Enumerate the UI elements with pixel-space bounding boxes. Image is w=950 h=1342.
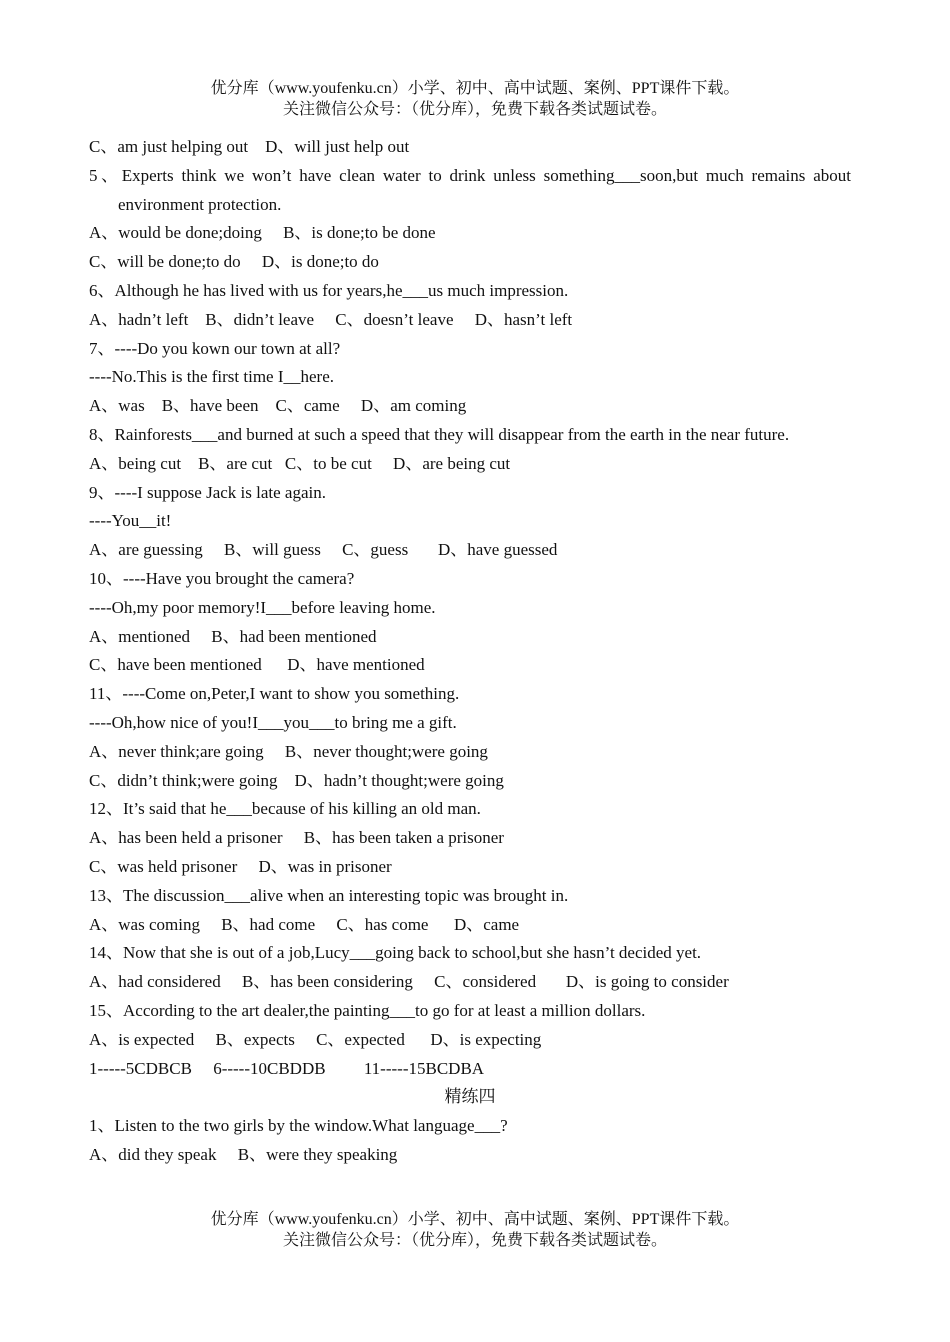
footer-line-1: 优分库（www.youfenku.cn）小学、初中、高中试题、案例、PPT课件下载。 xyxy=(210,1211,740,1228)
option-line: A、has been held a prisoner B、has been taken a prisoner xyxy=(89,828,504,848)
option-line: A、was B、have been C、came D、am coming xyxy=(89,396,467,416)
question-6: 6、Although he has lived with us for years,he___us much impression. xyxy=(89,280,569,300)
option-line: C、was held prisoner D、was in prisoner xyxy=(89,856,392,876)
header-line-2: 关注微信公众号：（优分库），免费下载各类试题试卷。 xyxy=(282,101,667,118)
question-5: 5、Experts think we won’t have clean water to drink unless something___soon,but much remains about environment protection. xyxy=(89,165,851,214)
option-line: C、didn’t think;were going D、hadn’t thought;were going xyxy=(89,770,504,790)
option-line: A、was coming B、had come C、has come D、came xyxy=(89,914,520,934)
page-header xyxy=(0,78,950,120)
question-8: 8、Rainforests___and burned at such a speed that they will disappear from the earth in the near future. xyxy=(89,424,790,444)
question-9: 9、----I suppose Jack is late again. xyxy=(89,482,326,502)
question-10: 10、----Have you brought the camera? xyxy=(89,568,355,588)
option-line: A、did they speak B、were they speaking xyxy=(89,1144,398,1164)
header-line-1: 优分库（www.youfenku.cn）小学、初中、高中试题、案例、PPT课件下载。 xyxy=(210,80,740,97)
question-12: 12、It’s said that he___because of his killing an old man. xyxy=(89,799,481,819)
question-14: 14、Now that she is out of a job,Lucy___going back to school,but she hasn’t decided yet. xyxy=(89,943,702,963)
question-7: 7、----Do you kown our town at all? xyxy=(89,338,341,358)
option-line: A、had considered B、has been considering C、considered D、is going to consider xyxy=(89,972,729,992)
dialogue-line: ----You__it! xyxy=(89,511,172,531)
section-title: 精练四 xyxy=(444,1087,496,1107)
question-11: 11、----Come on,Peter,I want to show you something. xyxy=(89,684,460,704)
dialogue-line: ----Oh,how nice of you!I___you___to bring me a gift. xyxy=(89,712,457,732)
question-15: 15、According to the art dealer,the painting___to go for at least a million dollars. xyxy=(89,1000,646,1020)
answer-key: 1-----5CDBCB 6-----10CBDDB 11-----15BCDBA xyxy=(89,1058,485,1078)
option-line: A、being cut B、are cut C、to be cut D、are being cut xyxy=(89,453,511,473)
dialogue-line: ----No.This is the first time I__here. xyxy=(89,367,335,387)
option-line: C、will be done;to do D、is done;to do xyxy=(89,252,379,272)
dialogue-line: ----Oh,my poor memory!I___before leaving home. xyxy=(89,597,436,617)
option-line: A、is expected B、expects C、expected D、is expecting xyxy=(89,1029,542,1049)
option-line: C、am just helping out D、will just help out xyxy=(89,137,410,156)
footer-line-2: 关注微信公众号：（优分库），免费下载各类试题试卷。 xyxy=(282,1232,667,1249)
question-1: 1、Listen to the two girls by the window.What language___? xyxy=(89,1116,508,1136)
option-line: A、would be done;doing B、is done;to be done xyxy=(89,223,436,243)
option-line: C、have been mentioned D、have mentioned xyxy=(89,655,425,675)
question-13: 13、The discussion___alive when an interesting topic was brought in. xyxy=(89,885,569,905)
page-footer xyxy=(0,1209,950,1251)
option-line: A、mentioned B、had been mentioned xyxy=(89,626,377,646)
option-line: A、hadn’t left B、didn’t leave C、doesn’t leave D、hasn’t left xyxy=(89,309,573,329)
exercise-content xyxy=(89,133,851,1170)
option-line: A、are guessing B、will guess C、guess D、have guessed xyxy=(89,540,558,560)
option-line: A、never think;are going B、never thought;were going xyxy=(89,741,488,761)
